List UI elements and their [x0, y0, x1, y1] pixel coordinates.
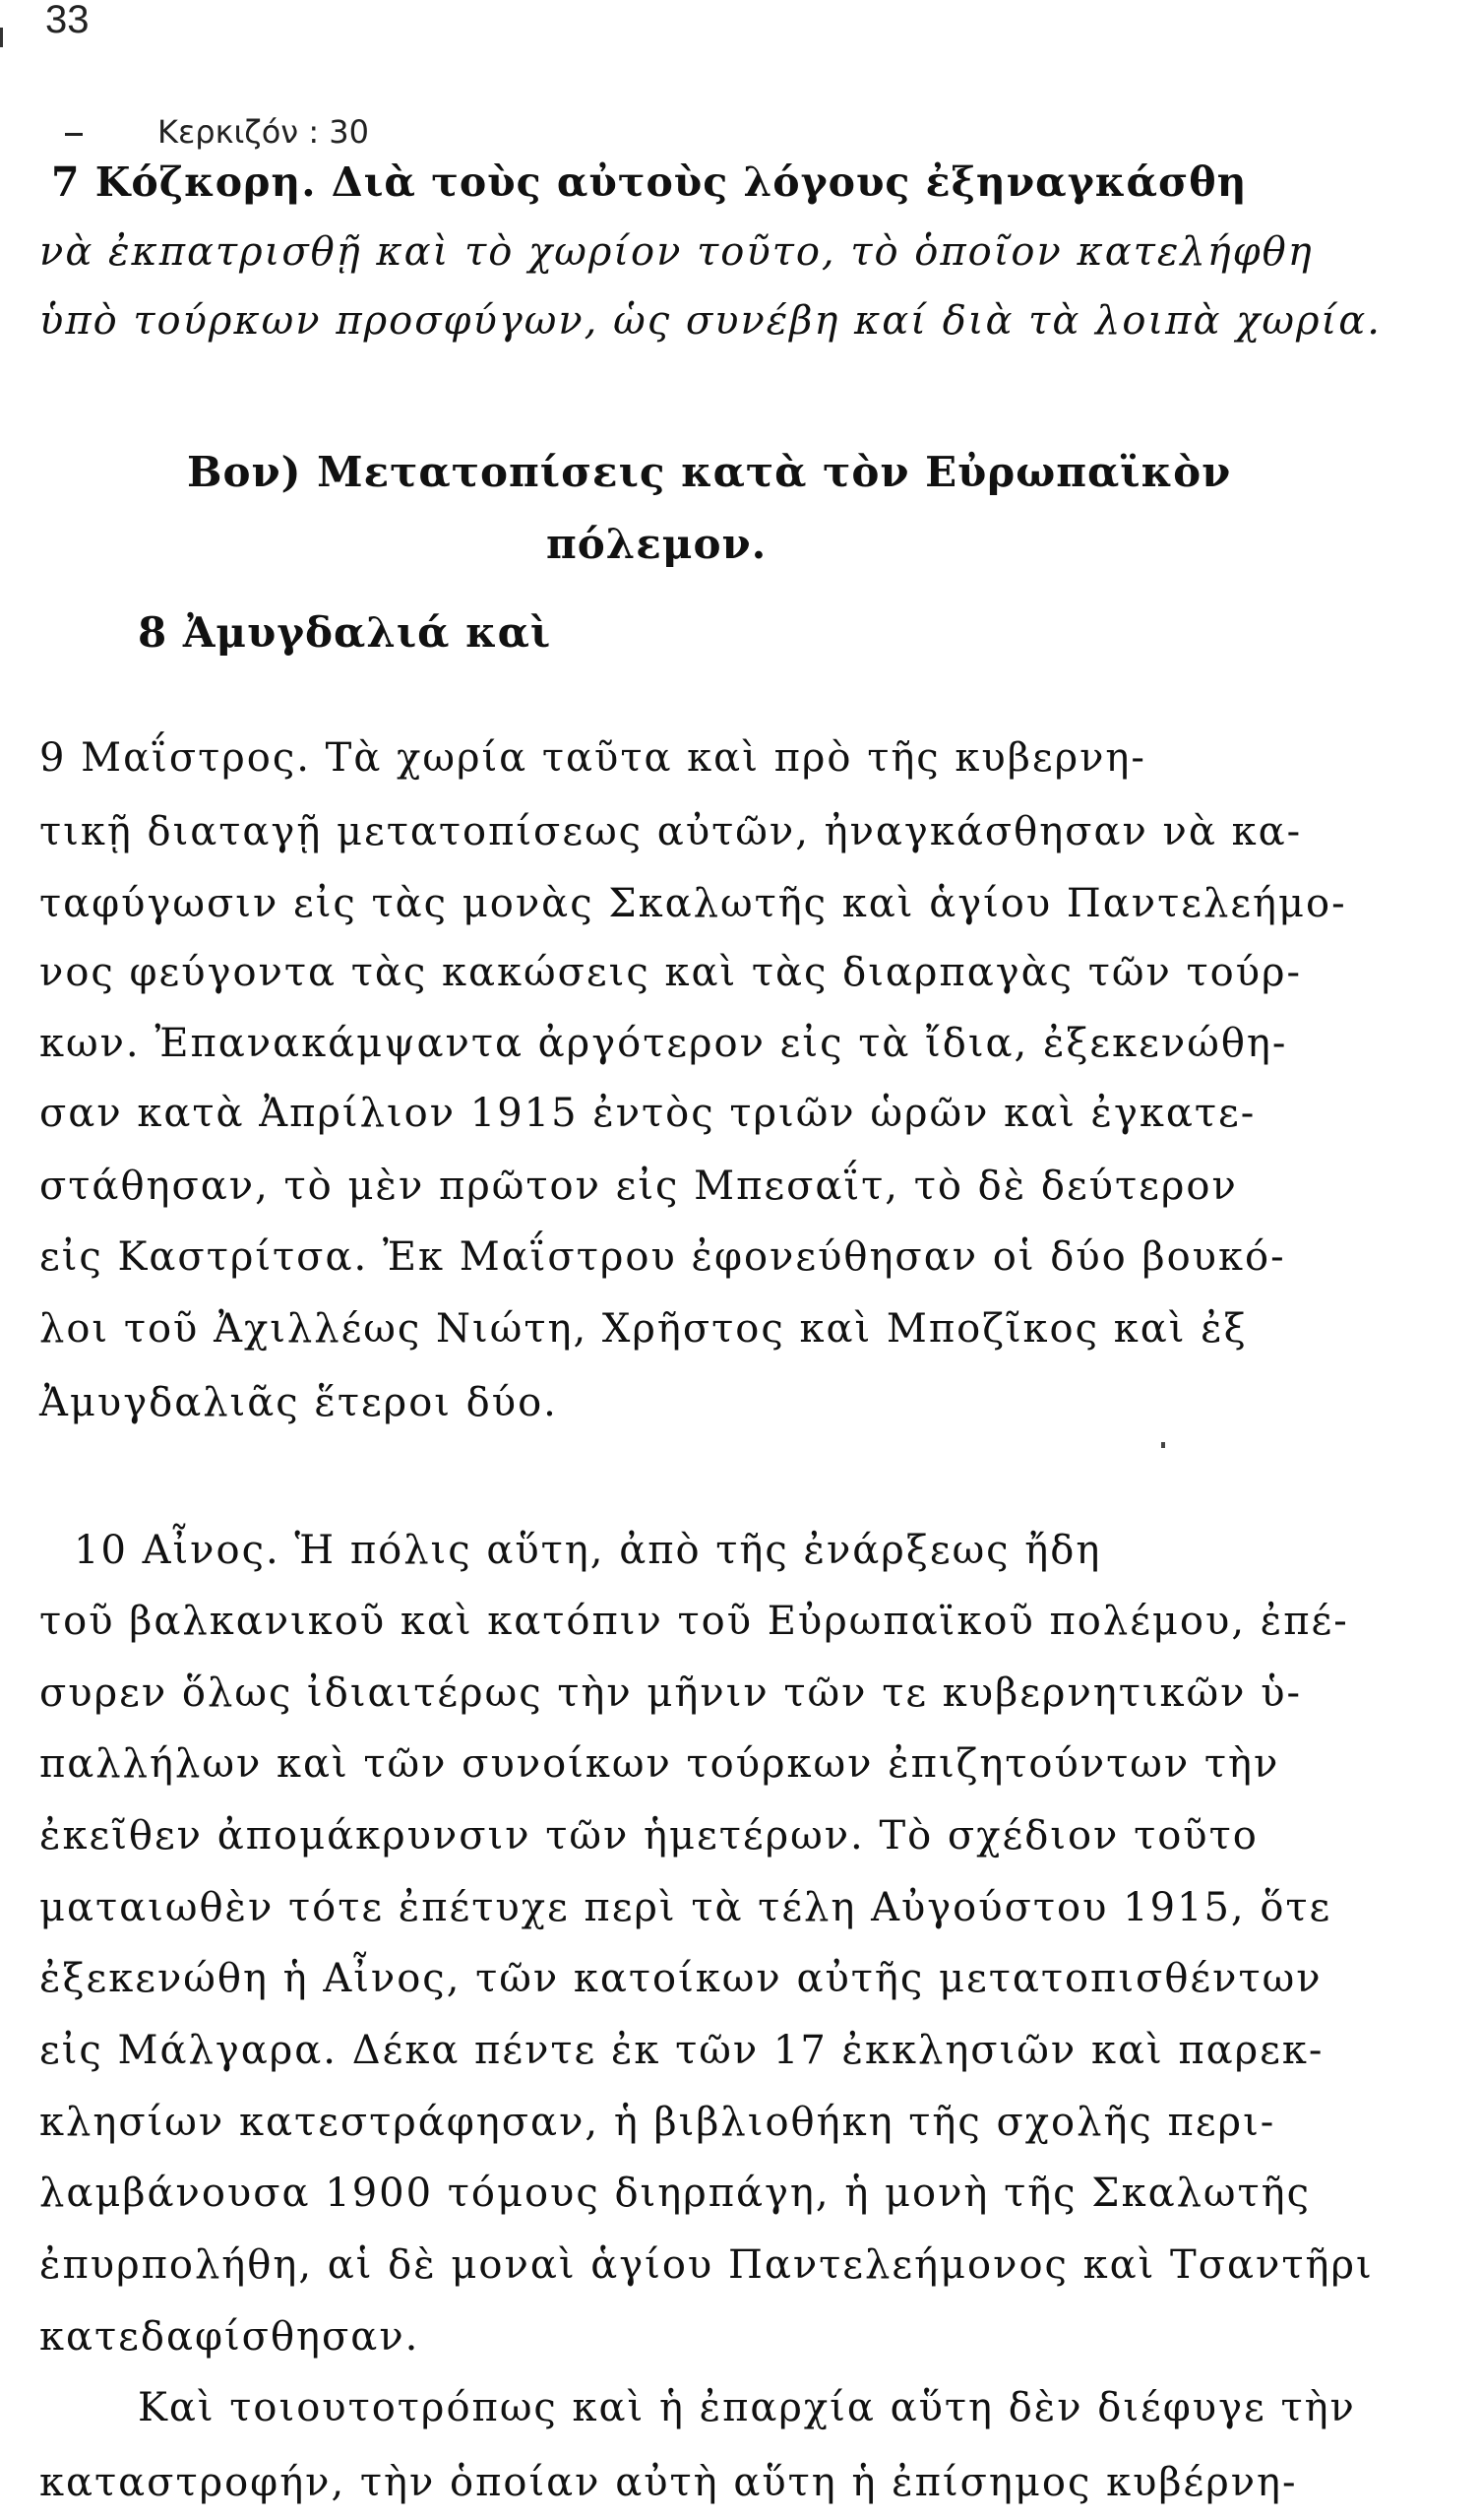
line-26: εἰς Μάλγαρα. Δέκα πέντε ἐκ τῶν 17 ἐκκλησιῶν καὶ παρεκ- [39, 2028, 1325, 2073]
line-32: καταστροφήν, τὴν ὁποίαν αὐτὴ αὕτη ἡ ἐπίσημος κυβέρνη- [39, 2460, 1298, 2505]
line-27: κλησίων κατεστράφησαν, ἡ βιβλιοθήκη τῆς σχολῆς περι- [39, 2100, 1276, 2145]
line-1: 7 Κόζκορη. Διὰ τοὺς αὐτοὺς λόγους ἐξηναγκάσθη [51, 158, 1248, 206]
line-18: Ἀμυγδαλιᾶς ἕτεροι δύο. [39, 1380, 558, 1425]
line-3: ὑπὸ τούρκων προσφύγων, ὡς συνέβη καί διὰ τὰ λοιπὰ χωρία. [39, 298, 1382, 344]
line-12: νος φεύγοντα τὰς κακώσεις καὶ τὰς διαρπαγὰς τῶν τούρ- [39, 950, 1303, 995]
line-24: ματαιωθὲν τότε ἐπέτυχε περὶ τὰ τέλη Αὐγούστου 1915, ὅτε [39, 1885, 1332, 1930]
line-19: 10 Αἶνος. Ἡ πόλις αὕτη, ἀπὸ τῆς ἐνάρξεως ἤδη [74, 1528, 1102, 1573]
small-dash [65, 133, 83, 136]
kerkizon-note: Κερκιζόν : 30 [157, 113, 369, 151]
line-29: ἐπυρπολήθη, αἱ δὲ μοναὶ ἁγίου Παντελεήμονος καὶ Τσαντῆρι [39, 2242, 1374, 2288]
line-14: σαν κατὰ Ἀπρίλιον 1915 ἐντὸς τριῶν ὡρῶν καὶ ἐγκατε- [39, 1091, 1257, 1136]
line-25: ἐξεκενώθη ἡ Αἶνος, τῶν κατοίκων αὐτῆς μετατοπισθέντων [39, 1956, 1323, 2001]
line-22: παλλήλων καὶ τῶν συνοίκων τούρκων ἐπιζητούντων τὴν [39, 1741, 1280, 1787]
line-9: 9 Μαΐστρος. Τὰ χωρία ταῦτα καὶ πρὸ τῆς κυβερνη- [39, 735, 1146, 781]
line-30: κατεδαφίσθησαν. [39, 2314, 420, 2360]
line-31: Καὶ τοιουτοτρόπως καὶ ἡ ἐπαρχία αὕτη δὲν διέφυγε τὴν [138, 2385, 1356, 2430]
line-21: συρεν ὅλως ἰδιαιτέρως τὴν μῆνιν τῶν τε κυβερνητικῶν ὑ- [39, 1670, 1303, 1716]
line-15: στάθησαν, τὸ μὲν πρῶτον εἰς Μπεσαΐτ, τὸ δὲ δεύτερον [39, 1164, 1238, 1209]
margin-tick [0, 28, 3, 47]
page-number: 33 [45, 0, 90, 41]
line-10: τικῇ διαταγῇ μετατοπίσεως αὐτῶν, ἠναγκάσθησαν νὰ κα- [39, 809, 1303, 854]
line-16: εἰς Καστρίτσα. Ἐκ Μαΐστρου ἐφονεύθησαν οἱ δύο βουκό- [39, 1234, 1286, 1280]
line-13: κων. Ἐπανακάμψαντα ἀργότερον εἰς τὰ ἴδια, ἐξεκενώθη- [39, 1021, 1288, 1066]
stray-dot [1161, 1442, 1165, 1448]
line-20: τοῦ βαλκανικοῦ καὶ κατόπιν τοῦ Εὐρωπαϊκοῦ πολέμου, ἐπέ- [39, 1599, 1349, 1644]
section-heading-2: πόλεμον. [546, 520, 768, 568]
line-28: λαμβάνουσα 1900 τόμους διηρπάγη, ἡ μονὴ τῆς Σκαλωτῆς [39, 2171, 1312, 2216]
line-17: λοι τοῦ Ἀχιλλέως Νιώτη, Χρῆστος καὶ Μποζῖκος καὶ ἐξ [39, 1306, 1248, 1352]
line-8: 8 Ἀμυγδαλιά καὶ [138, 608, 552, 657]
section-heading: Βον) Μετατοπίσεις κατὰ τὸν Εὐρωπαϊκὸν [187, 448, 1232, 496]
line-23: ἐκεῖθεν ἀπομάκρυνσιν τῶν ἡμετέρων. Τὸ σχέδιον τοῦτο [39, 1813, 1259, 1858]
line-2: νὰ ἐκπατρισθῇ καὶ τὸ χωρίον τοῦτο, τὸ ὁποῖον κατελήφθη [39, 229, 1314, 275]
line-11: ταφύγωσιν εἰς τὰς μονὰς Σκαλωτῆς καὶ ἁγίου Παντελεήμο- [39, 881, 1347, 926]
